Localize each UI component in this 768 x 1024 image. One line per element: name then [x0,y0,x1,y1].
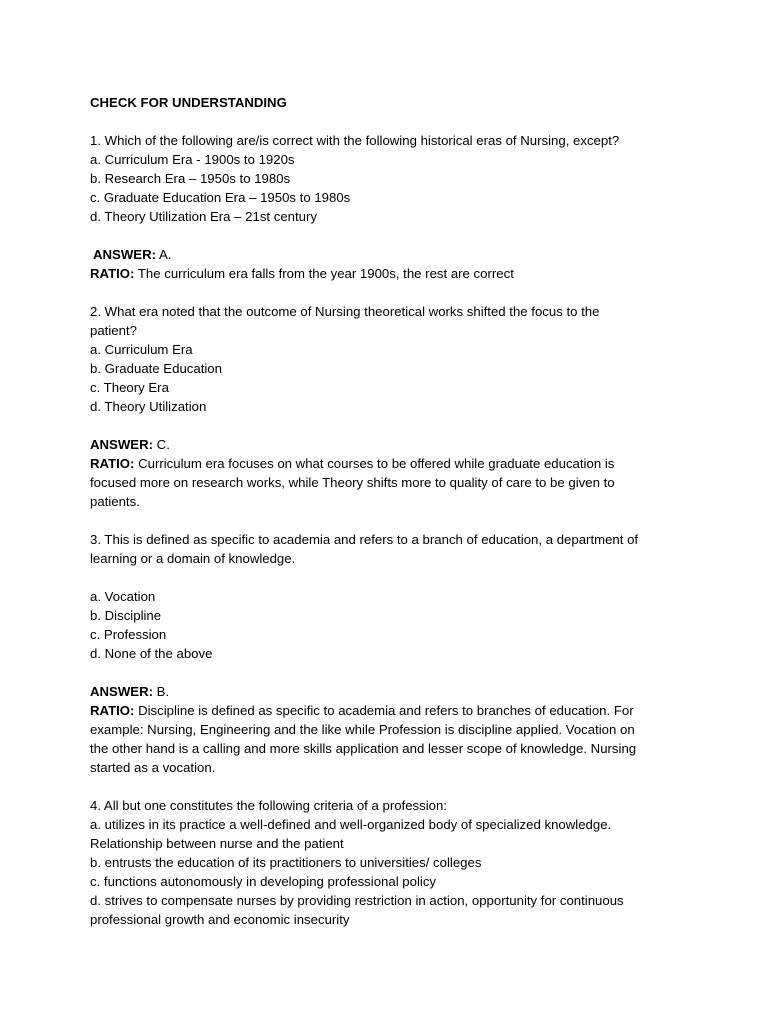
question-1-answer [90,245,690,264]
question-4-text: 4. All but one constitutes the following criteria of a profession: [90,798,447,813]
question-3-answer [90,682,690,701]
question-4-option-d-line-1: d. strives to compensate nurses by providing restriction in action, opportunity for continuous [90,893,624,908]
question-3-ratio-line-3: the other hand is a calling and more skills application and lesser scope of knowledge. Nursing [90,741,637,756]
document-page [90,93,690,929]
question-3-ratio-line-2: example: Nursing, Engineering and the like while Profession is discipline applied. Vocation on [90,722,635,737]
ratio-text: Curriculum era focuses on what courses to be offered while graduate education is [134,456,615,471]
question-2-ratio-line-2: focused more on research works, while Theory shifts more to quality of care to be given to [90,475,615,490]
answer-label: ANSWER: [93,247,157,262]
question-2-option-a: a. Curriculum Era [90,342,193,357]
question-4 [90,796,690,929]
question-3-option-a: a. Vocation [90,589,156,604]
question-3-ratio-line-1 [90,701,690,720]
question-3-text-line-1: 3. This is defined as specific to academia and refers to a branch of education, a department of [90,532,639,547]
question-3 [90,530,690,777]
question-1-option-a: a. Curriculum Era - 1900s to 1920s [90,152,295,167]
answer-value: B. [153,684,170,699]
question-3-option-c: c. Profession [90,627,167,642]
ratio-text: The curriculum era falls from the year 1900s, the rest are correct [134,266,514,281]
ratio-label: RATIO: [90,266,135,281]
answer-value: C. [153,437,170,452]
question-4-option-a-line-2: Relationship between nurse and the patient [90,836,344,851]
question-2-option-c: c. Theory Era [90,380,169,395]
question-2-option-d: d. Theory Utilization [90,399,207,414]
question-2 [90,302,690,511]
question-2-answer [90,435,690,454]
question-4-option-c: c. functions autonomously in developing professional policy [90,874,437,889]
question-1-option-d: d. Theory Utilization Era – 21st century [90,209,317,224]
question-1-option-c: c. Graduate Education Era – 1950s to 1980s [90,190,351,205]
answer-label: ANSWER: [90,684,154,699]
question-3-option-d: d. None of the above [90,646,213,661]
question-3-option-b: b. Discipline [90,608,162,623]
question-2-ratio-line-3: patients. [90,494,140,509]
question-4-option-a-line-1: a. utilizes in its practice a well-defined and well-organized body of specialized knowledge. [90,817,612,832]
question-2-ratio-line-1 [90,454,690,473]
question-3-ratio-line-4: started as a vocation. [90,760,216,775]
ratio-label: RATIO: [90,703,135,718]
question-2-option-b: b. Graduate Education [90,361,222,376]
question-4-option-b: b. entrusts the education of its practitioners to universities/ colleges [90,855,482,870]
question-1-option-b: b. Research Era – 1950s to 1980s [90,171,291,186]
question-2-text-line-2: patient? [90,323,137,338]
question-1 [90,131,690,283]
question-3-text-line-2: learning or a domain of knowledge. [90,551,296,566]
question-4-option-d-line-2: professional growth and economic insecurity [90,912,350,927]
question-1-text: 1. Which of the following are/is correct with the following historical eras of Nursing, except? [90,133,620,148]
ratio-text: Discipline is defined as specific to academia and refers to branches of education. For [134,703,634,718]
answer-label: ANSWER: [90,437,154,452]
answer-value: A. [156,247,172,262]
ratio-label: RATIO: [90,456,135,471]
question-1-ratio [90,264,690,283]
question-2-text-line-1: 2. What era noted that the outcome of Nursing theoretical works shifted the focus to the [90,304,600,319]
page-title: CHECK FOR UNDERSTANDING [90,95,287,110]
